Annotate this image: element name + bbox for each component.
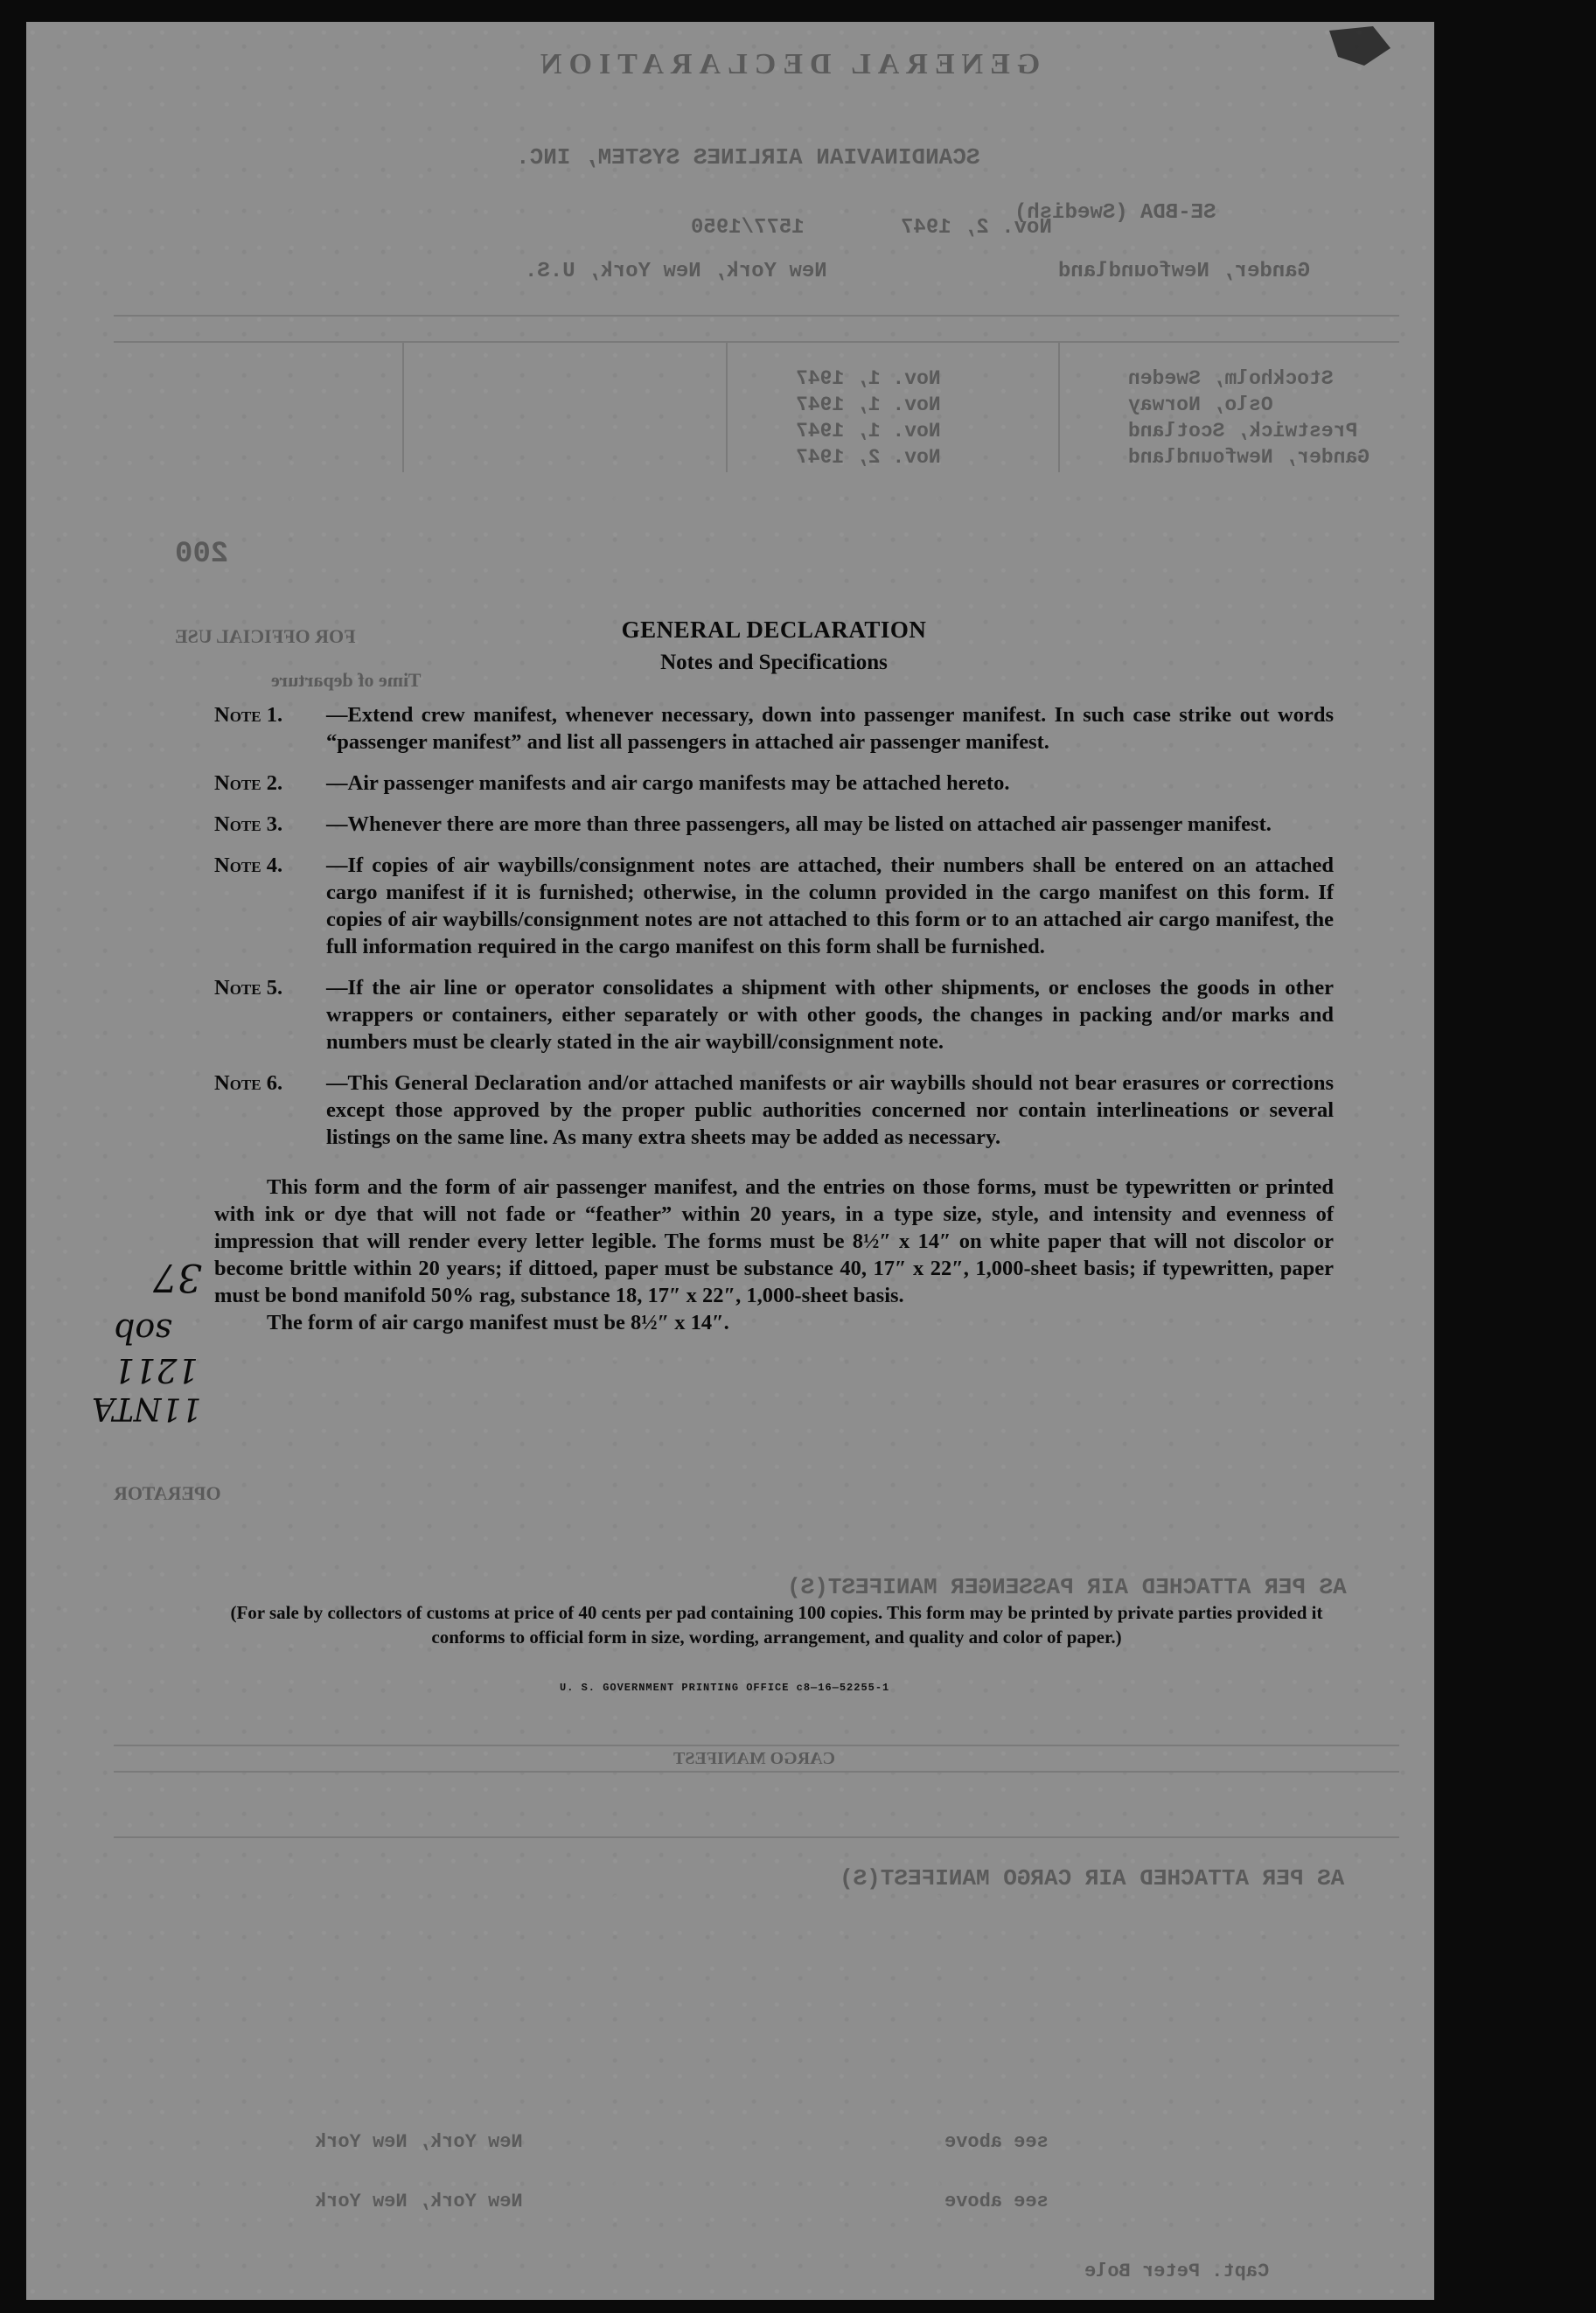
note-text: —Whenever there are more than three passengers, all may be listed on attached air passenger manifest. [326,812,1272,836]
printing-office-line: U. S. GOVERNMENT PRINTING OFFICE c8—16—52255-1 [560,1682,890,1694]
note-label: Note 2. [214,771,283,795]
ghost-passenger-manifests: AS PER ATTACHED AIR PASSENGER MANIFEST(S) [787,1574,1347,1600]
note-text: —Extend crew manifest, whenever necessary, down into passenger manifest. In such case strike out words “passenger manifest” and list all passengers in attached air passenger manifest. [326,703,1334,754]
note-4 [214,852,1334,960]
ghost-itinerary-row: Nov. 1, 1947 [796,394,941,416]
ghost-itinerary-row: Oslo, Norway [1128,394,1273,416]
ghost-captain: Capt. Peter Bole [1084,2261,1270,2282]
note-5 [214,974,1334,1055]
note-label: Note 3. [214,812,283,836]
declaration-subtitle: Notes and Specifications [660,651,888,674]
form-requirements-paragraph: This form and the form of air passenger manifest, and the entries on those forms, must be typewritten or printed with ink or dye that will not fade or “feather” within 20 years, in a type size, style, and intensity and evenness of impression that will render every letter legible. The forms must be 8½″ x 14″ on white paper that will not discolor or become brittle within 20 years; if dittoed, paper must be substance 40, 17″ x 22″, 1,000-sheet basis; if typewritten, paper must be bond manifold 50% rag, substance 18, 17″ x 22″, 1,000-sheet basis. [214,1175,1334,1307]
ghost-table-line [114,341,1399,343]
ghost-cargo-line [114,1836,1399,1838]
ghost-aircraft: SE-BDA (Swedish) [1014,201,1216,225]
handwritten-mark: 1211 [114,1351,199,1390]
ghost-table-line [1058,341,1060,472]
declaration-title: GENERAL DECLARATION [621,617,927,643]
ghost-operator: SCANDINAVIAN AIRLINES SYSTEM, INC. [516,144,980,171]
note-label: Note 1. [214,703,283,727]
sale-note: (For sale by collectors of customs at price of 40 cents per pad containing 100 copies. This form may be printed by private parties provided it conforms to official form in size, wording, arrangement, and quality and color of paper.) [230,1602,1323,1648]
torn-corner-mark [1312,22,1434,74]
ghost-cargo-title: CARGO MANIFEST [673,1749,836,1768]
note-label: Note 6. [214,1071,283,1095]
ghost-entry-port: New York, New York, U.S. [525,260,827,283]
note-3 [214,811,1334,838]
note-label: Note 5. [214,976,283,1000]
cargo-manifest-size-note: The form of air cargo manifest must be 8½″ x 14″. [267,1311,729,1334]
ghost-cargo-manifests: AS PER ATTACHED AIR CARGO MANIFEST(S) [840,1865,1345,1892]
ghost-embarked-2: see above [944,2191,1049,2212]
ghost-clearance: Gander, Newfoundland [1058,260,1311,283]
ghost-table-line [114,315,1399,317]
ghost-table-line [726,341,728,472]
document-sheet [26,22,1434,2300]
ghost-official-use: FOR OFFICIAL USE [175,625,356,647]
ghost-stamp-number: 200 [175,538,229,571]
note-text: —If copies of air waybills/consignment notes are attached, their numbers shall be entered on an attached cargo manifest if it is furnished; otherwise, in the column provided in the cargo manifest on this form. If copies of air waybills/consignment notes are not attached to this form or to an attached air cargo manifest, the full information required in the cargo manifest on this form shall be furnished. [326,853,1334,958]
note-6 [214,1069,1334,1151]
ghost-cargo-line [114,1745,1399,1746]
ghost-form-title: GENERAL DECLARATION [533,48,1041,80]
ghost-itinerary-row: Gander, Newfoundland [1128,446,1370,469]
ghost-itinerary-row: Prestwick, Scotland [1128,420,1358,442]
ghost-itinerary-row: Nov. 1, 1947 [796,420,941,442]
handwritten-mark: 11NTA [92,1390,202,1426]
ghost-date: Nov. 2, 1947 [901,216,1052,240]
note-text: —Air passenger manifests and air cargo manifests may be attached hereto. [326,771,1010,795]
note-2 [214,770,1334,797]
handwritten-mark: sob [114,1312,172,1350]
ghost-itinerary-row: Stockholm, Sweden [1128,367,1334,390]
ghost-destined-1: New York, New York [315,2131,523,2153]
ghost-itinerary-row: Nov. 1, 1947 [796,367,941,390]
ghost-time-departure: Time of departure [271,669,422,691]
handwritten-mark: 37 [153,1255,202,1299]
ghost-flight-number: 1577/1950 [691,216,805,240]
ghost-operator-label: OPERATOR [114,1482,221,1504]
note-text: —If the air line or operator consolidates a shipment with other shipments, or encloses the goods in other wrappers or containers, either separately or with other goods, the changes in packing and/or marks and numbers must be clearly stated in the air waybill/consignment note. [326,976,1334,1054]
note-1 [214,701,1334,756]
general-declaration [214,617,1334,1336]
ghost-embarked: see above [944,2131,1049,2153]
ghost-destined-2: New York, New York [315,2191,523,2212]
note-text: —This General Declaration and/or attached manifests or air waybills should not bear erasures or corrections except those approved by the proper public authorities concerned nor contain interlineations or several listings on the same line. As many extra sheets may be added as necessary. [326,1071,1334,1149]
ghost-table-line [402,341,404,472]
ghost-cargo-line [114,1771,1399,1773]
note-label: Note 4. [214,853,283,877]
ghost-itinerary-row: Nov. 2, 1947 [796,446,941,469]
